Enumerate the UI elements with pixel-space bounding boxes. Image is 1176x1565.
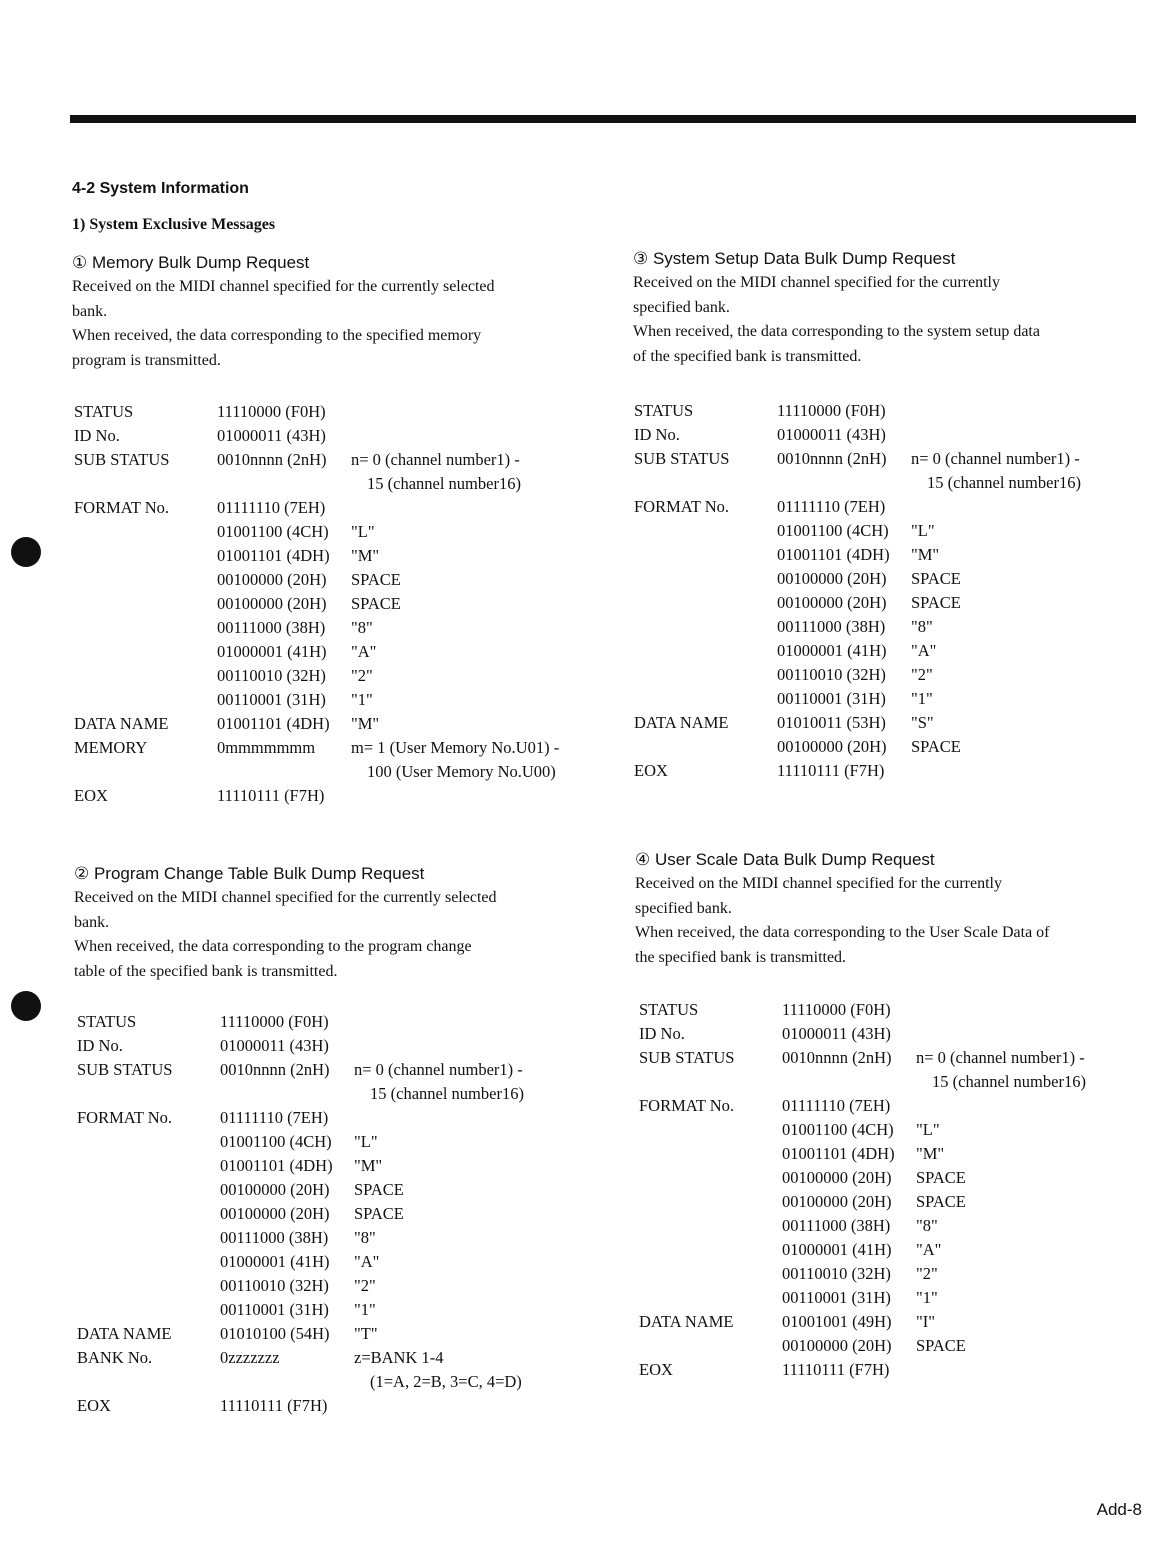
row-note: SPACE xyxy=(351,594,401,613)
row-label: FORMAT No. xyxy=(639,1096,735,1115)
row-note: "M" xyxy=(916,1144,945,1163)
table-row xyxy=(77,1034,597,1058)
row-note: "1" xyxy=(911,689,933,708)
table-row xyxy=(74,784,594,808)
row-binary: 11110111 (F7H) xyxy=(777,761,885,780)
row-binary: 00111000 (38H) xyxy=(777,617,886,636)
row-note: "M" xyxy=(354,1156,383,1175)
table-row xyxy=(74,544,594,568)
row-note: SPACE xyxy=(351,570,401,589)
row-label: DATA NAME xyxy=(77,1324,172,1343)
row-note: SPACE xyxy=(911,569,961,588)
row-binary: 00100000 (20H) xyxy=(217,570,327,589)
row-label: FORMAT No. xyxy=(634,497,730,516)
row-binary: 00110010 (32H) xyxy=(782,1264,891,1283)
table-row xyxy=(639,1022,1139,1046)
table-row xyxy=(77,1274,597,1298)
table-row xyxy=(74,448,594,472)
block-desc-line: specified bank. xyxy=(635,899,732,917)
table-row xyxy=(74,520,594,544)
row-binary: 00100000 (20H) xyxy=(220,1204,330,1223)
row-label: FORMAT No. xyxy=(77,1108,173,1127)
row-binary: 01001100 (4CH) xyxy=(220,1132,332,1151)
row-note: SPACE xyxy=(916,1192,966,1211)
row-binary: 01000001 (41H) xyxy=(777,641,887,660)
row-note: SPACE xyxy=(911,737,961,756)
row-label: STATUS xyxy=(74,402,134,421)
row-note: "8" xyxy=(916,1216,938,1235)
row-label: DATA NAME xyxy=(634,713,729,732)
row-binary: 01010011 (53H) xyxy=(777,713,886,732)
row-note: "S" xyxy=(911,713,934,732)
row-note: "1" xyxy=(351,690,373,709)
table-row xyxy=(77,1370,597,1394)
row-note: n= 0 (channel number1) - xyxy=(916,1048,1085,1067)
row-note: SPACE xyxy=(916,1168,966,1187)
table-row xyxy=(639,998,1139,1022)
row-label: EOX xyxy=(639,1360,673,1379)
table-row xyxy=(634,759,1134,783)
row-label: SUB STATUS xyxy=(74,450,170,469)
table-row xyxy=(639,1286,1139,1310)
row-binary: 00100000 (20H) xyxy=(777,569,887,588)
memory-bulk-dump-table xyxy=(74,400,594,808)
row-label: MEMORY xyxy=(74,738,148,757)
row-binary: 01001101 (4DH) xyxy=(777,545,890,564)
row-note: "M" xyxy=(911,545,940,564)
table-row xyxy=(74,616,594,640)
table-row xyxy=(634,567,1134,591)
table-row xyxy=(77,1058,597,1082)
row-note: (1=A, 2=B, 3=C, 4=D) xyxy=(370,1372,522,1391)
table-row xyxy=(634,735,1134,759)
row-label: ID No. xyxy=(77,1036,123,1055)
row-binary: 00100000 (20H) xyxy=(777,593,887,612)
row-binary: 01111110 (7EH) xyxy=(782,1096,891,1115)
block-desc-line: specified bank. xyxy=(633,298,730,316)
block-desc-line: table of the specified bank is transmitted. xyxy=(74,962,338,980)
system-setup-section xyxy=(633,247,1143,369)
row-note: "8" xyxy=(351,618,373,637)
table-row xyxy=(639,1094,1139,1118)
table-row xyxy=(634,471,1134,495)
row-binary: 01001001 (49H) xyxy=(782,1312,892,1331)
user-scale-table xyxy=(639,998,1139,1382)
row-note: "T" xyxy=(354,1324,378,1343)
table-row xyxy=(77,1322,597,1346)
table-row xyxy=(74,472,594,496)
table-row xyxy=(634,639,1134,663)
row-binary: 00100000 (20H) xyxy=(782,1192,892,1211)
row-note: "1" xyxy=(354,1300,376,1319)
row-binary: 00100000 (20H) xyxy=(777,737,887,756)
table-row xyxy=(77,1226,597,1250)
row-label: STATUS xyxy=(634,401,694,420)
row-label: SUB STATUS xyxy=(639,1048,735,1067)
block-desc-line: When received, the data corresponding to the User Scale Data of xyxy=(635,924,1050,941)
binder-hole-icon xyxy=(11,991,41,1021)
row-note: "A" xyxy=(916,1240,942,1259)
row-note: "A" xyxy=(351,642,377,661)
row-binary: 00100000 (20H) xyxy=(782,1168,892,1187)
row-note: z=BANK 1-4 xyxy=(354,1348,444,1367)
row-binary: 01010100 (54H) xyxy=(220,1324,330,1343)
row-note: "8" xyxy=(911,617,933,636)
table-row xyxy=(634,687,1134,711)
row-binary: 11110111 (F7H) xyxy=(220,1396,328,1415)
row-binary: 01001100 (4CH) xyxy=(782,1120,894,1139)
table-row xyxy=(634,447,1134,471)
table-row xyxy=(639,1046,1139,1070)
row-label: SUB STATUS xyxy=(634,449,730,468)
row-binary: 00111000 (38H) xyxy=(217,618,326,637)
row-label: STATUS xyxy=(77,1012,137,1031)
system-setup-table xyxy=(634,399,1134,783)
row-note: "I" xyxy=(916,1312,935,1331)
row-note: "2" xyxy=(911,665,933,684)
row-binary: 00110001 (31H) xyxy=(220,1300,329,1319)
block-heading: ④ User Scale Data Bulk Dump Request xyxy=(635,850,935,869)
row-binary: 0zzzzzzz xyxy=(220,1348,280,1367)
table-row xyxy=(77,1250,597,1274)
row-binary: 11110111 (F7H) xyxy=(782,1360,890,1379)
row-binary: 00110010 (32H) xyxy=(220,1276,329,1295)
table-row xyxy=(74,592,594,616)
block-desc-line: When received, the data corresponding to the system setup data xyxy=(633,323,1040,340)
row-binary: 00110010 (32H) xyxy=(777,665,886,684)
table-row xyxy=(74,736,594,760)
row-binary: 00100000 (20H) xyxy=(220,1180,330,1199)
row-binary: 00111000 (38H) xyxy=(782,1216,891,1235)
row-note: "L" xyxy=(916,1120,940,1139)
block-desc-line: the specified bank is transmitted. xyxy=(635,948,847,966)
program-change-table xyxy=(77,1010,597,1418)
row-binary: 0mmmmmmm xyxy=(217,738,316,757)
user-scale-section xyxy=(635,848,1145,970)
row-label: EOX xyxy=(74,786,108,805)
block-desc-line: program is transmitted. xyxy=(72,351,221,369)
row-note: "M" xyxy=(351,546,380,565)
table-row xyxy=(77,1298,597,1322)
table-row xyxy=(634,423,1134,447)
row-label: DATA NAME xyxy=(74,714,169,733)
table-row xyxy=(639,1262,1139,1286)
table-row xyxy=(74,688,594,712)
header-rule xyxy=(70,115,1136,123)
table-row xyxy=(77,1010,597,1034)
row-binary: 01000001 (41H) xyxy=(782,1240,892,1259)
row-note: "8" xyxy=(354,1228,376,1247)
row-label: DATA NAME xyxy=(639,1312,734,1331)
row-binary: 0010nnnn (2nH) xyxy=(217,450,327,469)
block-desc-line: of the specified bank is transmitted. xyxy=(633,347,862,365)
table-row xyxy=(639,1142,1139,1166)
row-note: SPACE xyxy=(354,1180,404,1199)
row-label: FORMAT No. xyxy=(74,498,170,517)
row-binary: 01000011 (43H) xyxy=(217,426,326,445)
section-title: 4-2 System Information xyxy=(72,180,249,197)
table-row xyxy=(634,591,1134,615)
row-note: "A" xyxy=(354,1252,380,1271)
row-label: EOX xyxy=(634,761,668,780)
block-heading: ② Program Change Table Bulk Dump Request xyxy=(74,864,425,883)
row-label: BANK No. xyxy=(77,1348,153,1367)
row-note: "L" xyxy=(354,1132,378,1151)
row-note: 15 (channel number16) xyxy=(932,1072,1086,1091)
table-row xyxy=(639,1190,1139,1214)
row-binary: 00110001 (31H) xyxy=(217,690,326,709)
row-binary: 01000011 (43H) xyxy=(777,425,886,444)
row-binary: 00100000 (20H) xyxy=(217,594,327,613)
table-row xyxy=(634,615,1134,639)
row-note: 15 (channel number16) xyxy=(927,473,1081,492)
table-row xyxy=(77,1202,597,1226)
table-row xyxy=(74,760,594,784)
page-number: Add-8 xyxy=(1096,1500,1142,1519)
row-note: "L" xyxy=(351,522,375,541)
row-note: n= 0 (channel number1) - xyxy=(354,1060,523,1079)
row-binary: 00110010 (32H) xyxy=(217,666,326,685)
table-row xyxy=(639,1310,1139,1334)
row-binary: 01000001 (41H) xyxy=(220,1252,330,1271)
row-note: "1" xyxy=(916,1288,938,1307)
table-row xyxy=(74,424,594,448)
row-binary: 01111110 (7EH) xyxy=(220,1108,329,1127)
row-binary: 01000001 (41H) xyxy=(217,642,327,661)
block-desc-line: bank. xyxy=(72,302,108,320)
row-note: 15 (channel number16) xyxy=(367,474,521,493)
row-note: "M" xyxy=(351,714,380,733)
block-heading: ① Memory Bulk Dump Request xyxy=(72,253,310,272)
row-binary: 00110001 (31H) xyxy=(782,1288,891,1307)
row-binary: 01001101 (4DH) xyxy=(220,1156,333,1175)
memory-bulk-dump-section xyxy=(72,251,582,373)
block-desc-line: Received on the MIDI channel specified for the currently selected xyxy=(74,889,497,906)
table-row xyxy=(74,664,594,688)
program-change-table-section xyxy=(74,862,584,984)
row-note: SPACE xyxy=(354,1204,404,1223)
table-row xyxy=(634,711,1134,735)
row-binary: 01001100 (4CH) xyxy=(777,521,889,540)
row-binary: 00110001 (31H) xyxy=(777,689,886,708)
row-note: n= 0 (channel number1) - xyxy=(351,450,520,469)
sub-title: 1) System Exclusive Messages xyxy=(72,216,276,233)
table-row xyxy=(77,1394,597,1418)
row-binary: 01001100 (4CH) xyxy=(217,522,329,541)
row-binary: 11110000 (F0H) xyxy=(220,1012,329,1031)
table-row xyxy=(634,495,1134,519)
row-binary: 01001101 (4DH) xyxy=(782,1144,895,1163)
block-desc-line: When received, the data corresponding to the program change xyxy=(74,938,472,955)
row-binary: 01111110 (7EH) xyxy=(777,497,886,516)
row-binary: 0010nnnn (2nH) xyxy=(782,1048,892,1067)
row-note: "2" xyxy=(351,666,373,685)
row-binary: 11110111 (F7H) xyxy=(217,786,325,805)
table-row xyxy=(634,519,1134,543)
table-row xyxy=(74,712,594,736)
row-binary: 00111000 (38H) xyxy=(220,1228,329,1247)
row-binary: 11110000 (F0H) xyxy=(777,401,886,420)
table-row xyxy=(74,640,594,664)
row-binary: 11110000 (F0H) xyxy=(782,1000,891,1019)
block-desc-line: Received on the MIDI channel specified for the currently xyxy=(633,274,1000,291)
table-row xyxy=(74,400,594,424)
table-row xyxy=(77,1346,597,1370)
row-note: n= 0 (channel number1) - xyxy=(911,449,1080,468)
table-row xyxy=(77,1106,597,1130)
binder-hole-icon xyxy=(11,537,41,567)
table-row xyxy=(639,1214,1139,1238)
block-desc-line: When received, the data corresponding to the specified memory xyxy=(72,327,482,344)
row-note: "2" xyxy=(354,1276,376,1295)
row-note: 15 (channel number16) xyxy=(370,1084,524,1103)
row-binary: 0010nnnn (2nH) xyxy=(777,449,887,468)
row-note: SPACE xyxy=(911,593,961,612)
row-note: "A" xyxy=(911,641,937,660)
table-row xyxy=(639,1238,1139,1262)
row-note: 100 (User Memory No.U00) xyxy=(367,762,556,781)
row-label: SUB STATUS xyxy=(77,1060,173,1079)
table-row xyxy=(77,1130,597,1154)
block-desc-line: Received on the MIDI channel specified for the currently selected xyxy=(72,278,495,295)
row-label: ID No. xyxy=(639,1024,685,1043)
table-row xyxy=(634,663,1134,687)
table-row xyxy=(639,1166,1139,1190)
row-binary: 01000011 (43H) xyxy=(782,1024,891,1043)
block-desc-line: Received on the MIDI channel specified for the currently xyxy=(635,875,1002,892)
table-row xyxy=(639,1070,1139,1094)
row-label: EOX xyxy=(77,1396,111,1415)
table-row xyxy=(77,1154,597,1178)
table-row xyxy=(639,1358,1139,1382)
row-note: "L" xyxy=(911,521,935,540)
table-row xyxy=(634,543,1134,567)
row-label: ID No. xyxy=(634,425,680,444)
table-row xyxy=(634,399,1134,423)
block-desc-line: bank. xyxy=(74,913,110,931)
row-note: m= 1 (User Memory No.U01) - xyxy=(351,738,560,757)
block-heading: ③ System Setup Data Bulk Dump Request xyxy=(633,249,956,268)
row-binary: 01001101 (4DH) xyxy=(217,546,330,565)
table-row xyxy=(74,496,594,520)
row-note: "2" xyxy=(916,1264,938,1283)
row-binary: 0010nnnn (2nH) xyxy=(220,1060,330,1079)
table-row xyxy=(639,1118,1139,1142)
table-row xyxy=(77,1178,597,1202)
row-binary: 01001101 (4DH) xyxy=(217,714,330,733)
row-binary: 00100000 (20H) xyxy=(782,1336,892,1355)
row-label: STATUS xyxy=(639,1000,699,1019)
row-note: SPACE xyxy=(916,1336,966,1355)
row-binary: 01000011 (43H) xyxy=(220,1036,329,1055)
row-binary: 01111110 (7EH) xyxy=(217,498,326,517)
table-row xyxy=(77,1082,597,1106)
table-row xyxy=(74,568,594,592)
row-label: ID No. xyxy=(74,426,120,445)
table-row xyxy=(639,1334,1139,1358)
row-binary: 11110000 (F0H) xyxy=(217,402,326,421)
